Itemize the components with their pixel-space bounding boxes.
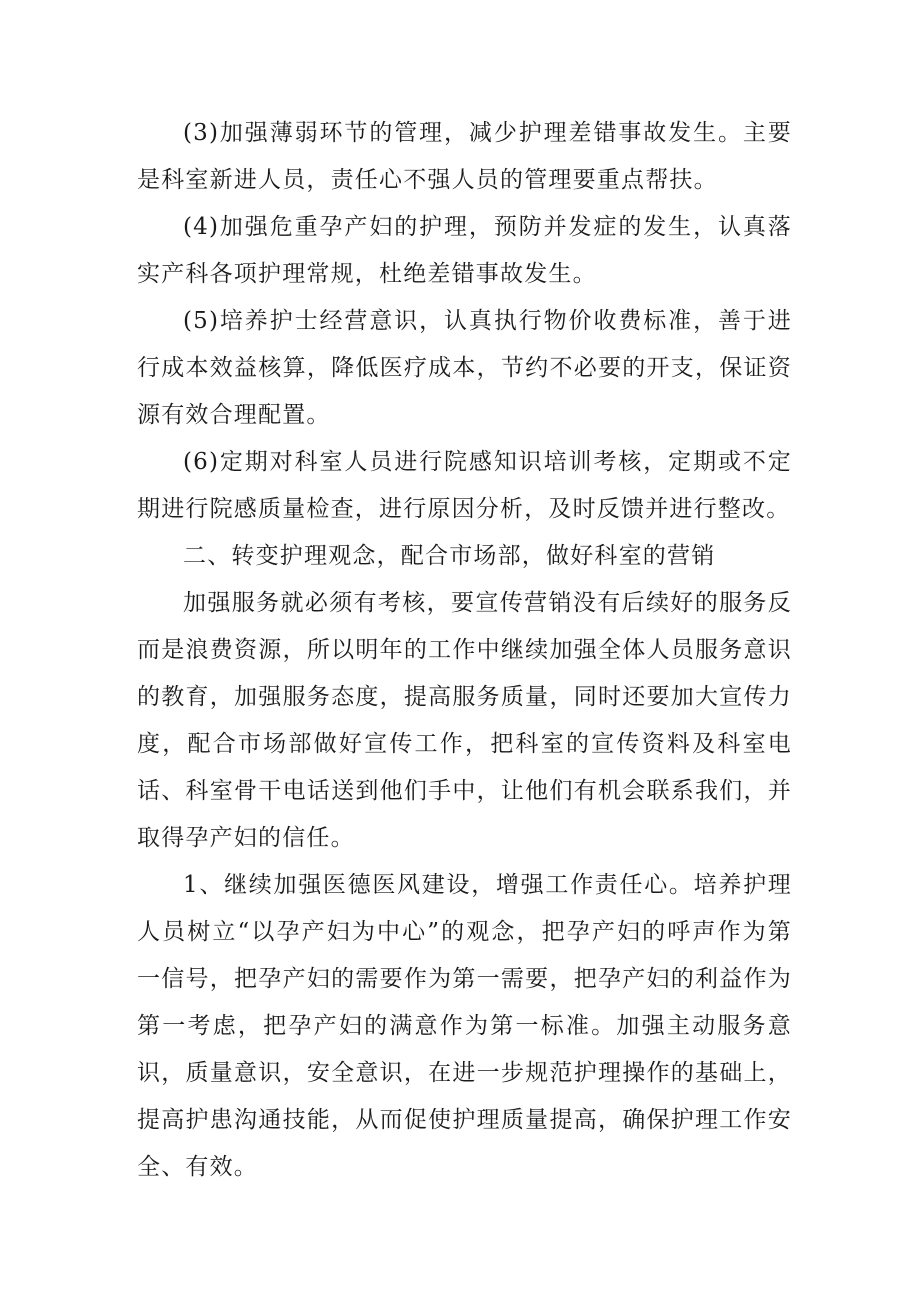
- paragraph-item-3: (3)加强薄弱环节的管理，减少护理差错事故发生。主要是科室新进人员，责任心不强人员的管理要重点帮扶。: [137, 120, 792, 193]
- paragraph-item-6: (6)定期对科室人员进行院感知识培训考核，定期或不定期进行院感质量检查，进行原因分析，及时反馈并进行整改。: [137, 449, 792, 522]
- document-body: [137, 110, 792, 1191]
- paragraph-service: 加强服务就必须有考核，要宣传营销没有后续好的服务反而是浪费资源，所以明年的工作中继续加强全体人员服务意识的教育，加强服务态度，提高服务质量，同时还要加大宣传力度，配合市场部做好宣传工作，把科室的宣传资料及科室电话、科室骨干电话送到他们手中，让他们有机会联系我们，并取得孕产妇的信任。: [137, 590, 792, 851]
- paragraph-item-4: (4)加强危重孕产妇的护理，预防并发症的发生，认真落实产科各项护理常规，杜绝差错事故发生。: [137, 214, 792, 287]
- paragraph-item-5: (5)培养护士经营意识，认真执行物价收费标准，善于进行成本效益核算，降低医疗成本，节约不必要的开支，保证资源有效合理配置。: [137, 308, 792, 428]
- paragraph-item-1: 1、继续加强医德医风建设，增强工作责任心。培养护理人员树立“以孕产妇为中心”的观念，把孕产妇的呼声作为第一信号，把孕产妇的需要作为第一需要，把孕产妇的利益作为第一考虑，把孕产妇的满意作为第一标准。加强主动服务意识，质量意识，安全意识，在进一步规范护理操作的基础上，提高护患沟通技能，从而促使护理质量提高，确保护理工作安全、有效。: [137, 872, 792, 1180]
- section-heading: 二、转变护理观念，配合市场部，做好科室的营销: [183, 543, 716, 569]
